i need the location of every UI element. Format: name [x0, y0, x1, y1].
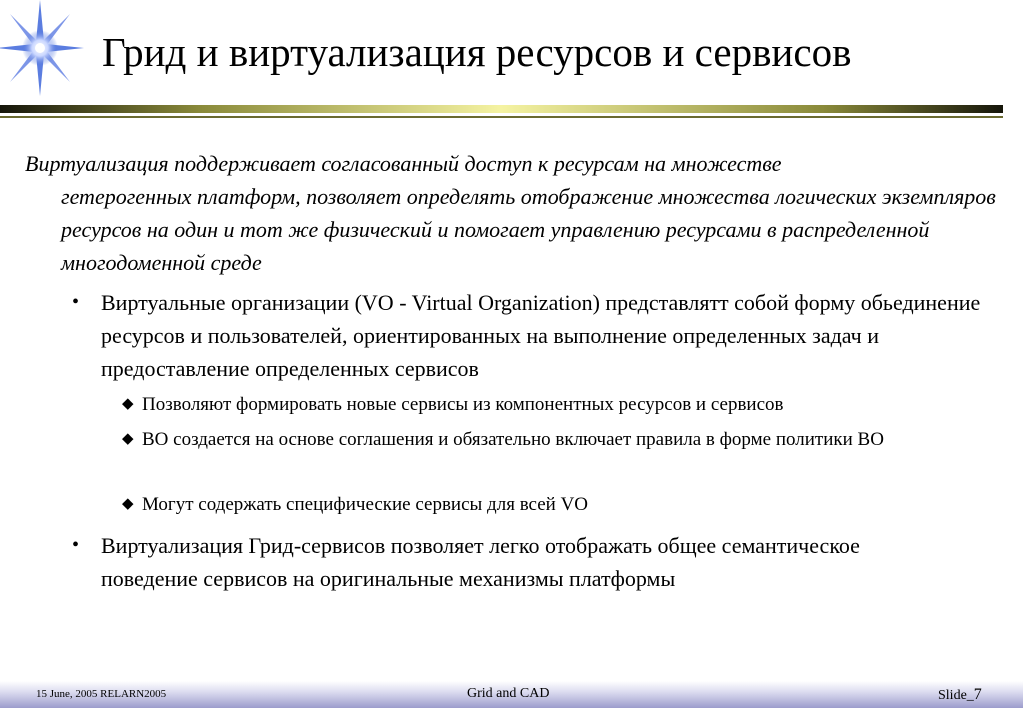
bullet-icon: • — [72, 291, 80, 313]
slide-footer — [0, 681, 1023, 708]
bullet-text: Виртуализация Грид-сервисов позволяет легко отображать общее семантическое поведение сервисов на оригинальные механизмы платформы — [101, 533, 860, 591]
intro-paragraph — [25, 147, 1010, 279]
intro-first-line: Виртуализация поддерживает согласованный доступ к ресурсам на множестве — [25, 151, 782, 176]
intro-continuation: гетерогенных платформ, позволяет определять отображение множества логических экземпляров ресурсов на один и тот же физический и помогает управлению ресурсами в распределенной многодоменной среде — [61, 184, 996, 275]
sub-bullet-text: Позволяют формировать новые сервисы из компонентных ресурсов и сервисов — [142, 394, 784, 415]
diamond-bullet-icon: ◆ — [122, 496, 134, 512]
slide-number — [938, 686, 982, 704]
starburst-icon — [0, 0, 84, 100]
slide-title: Грид и виртуализация ресурсов и сервисов — [102, 29, 852, 75]
title-divider-line — [0, 116, 1003, 118]
diamond-bullet-icon: ◆ — [122, 431, 134, 447]
footer-date: 15 June, 2005 RELARN2005 — [36, 688, 167, 700]
diamond-bullet-icon: ◆ — [122, 396, 134, 412]
title-divider-bar — [0, 105, 1003, 113]
footer-title: Grid and CAD — [467, 686, 550, 701]
bullet-text: Виртуальные организации (VO - Virtual Organization) представлятт собой форму обьединение ресурсов и пользователей, ориентированных на выполнение определенных задач и предоставление определенных сервисов — [101, 290, 981, 381]
slide-number-label: Slide_ — [938, 688, 974, 703]
sub-bullet-text: Могут содержать специфические сервисы для всей VO — [142, 494, 589, 515]
slide-number-value: 7 — [973, 686, 982, 703]
sub-bullet-text: ВО создается на основе соглашения и обязательно включает правила в форме политики ВО — [142, 429, 884, 450]
bullet-icon: • — [72, 534, 80, 556]
